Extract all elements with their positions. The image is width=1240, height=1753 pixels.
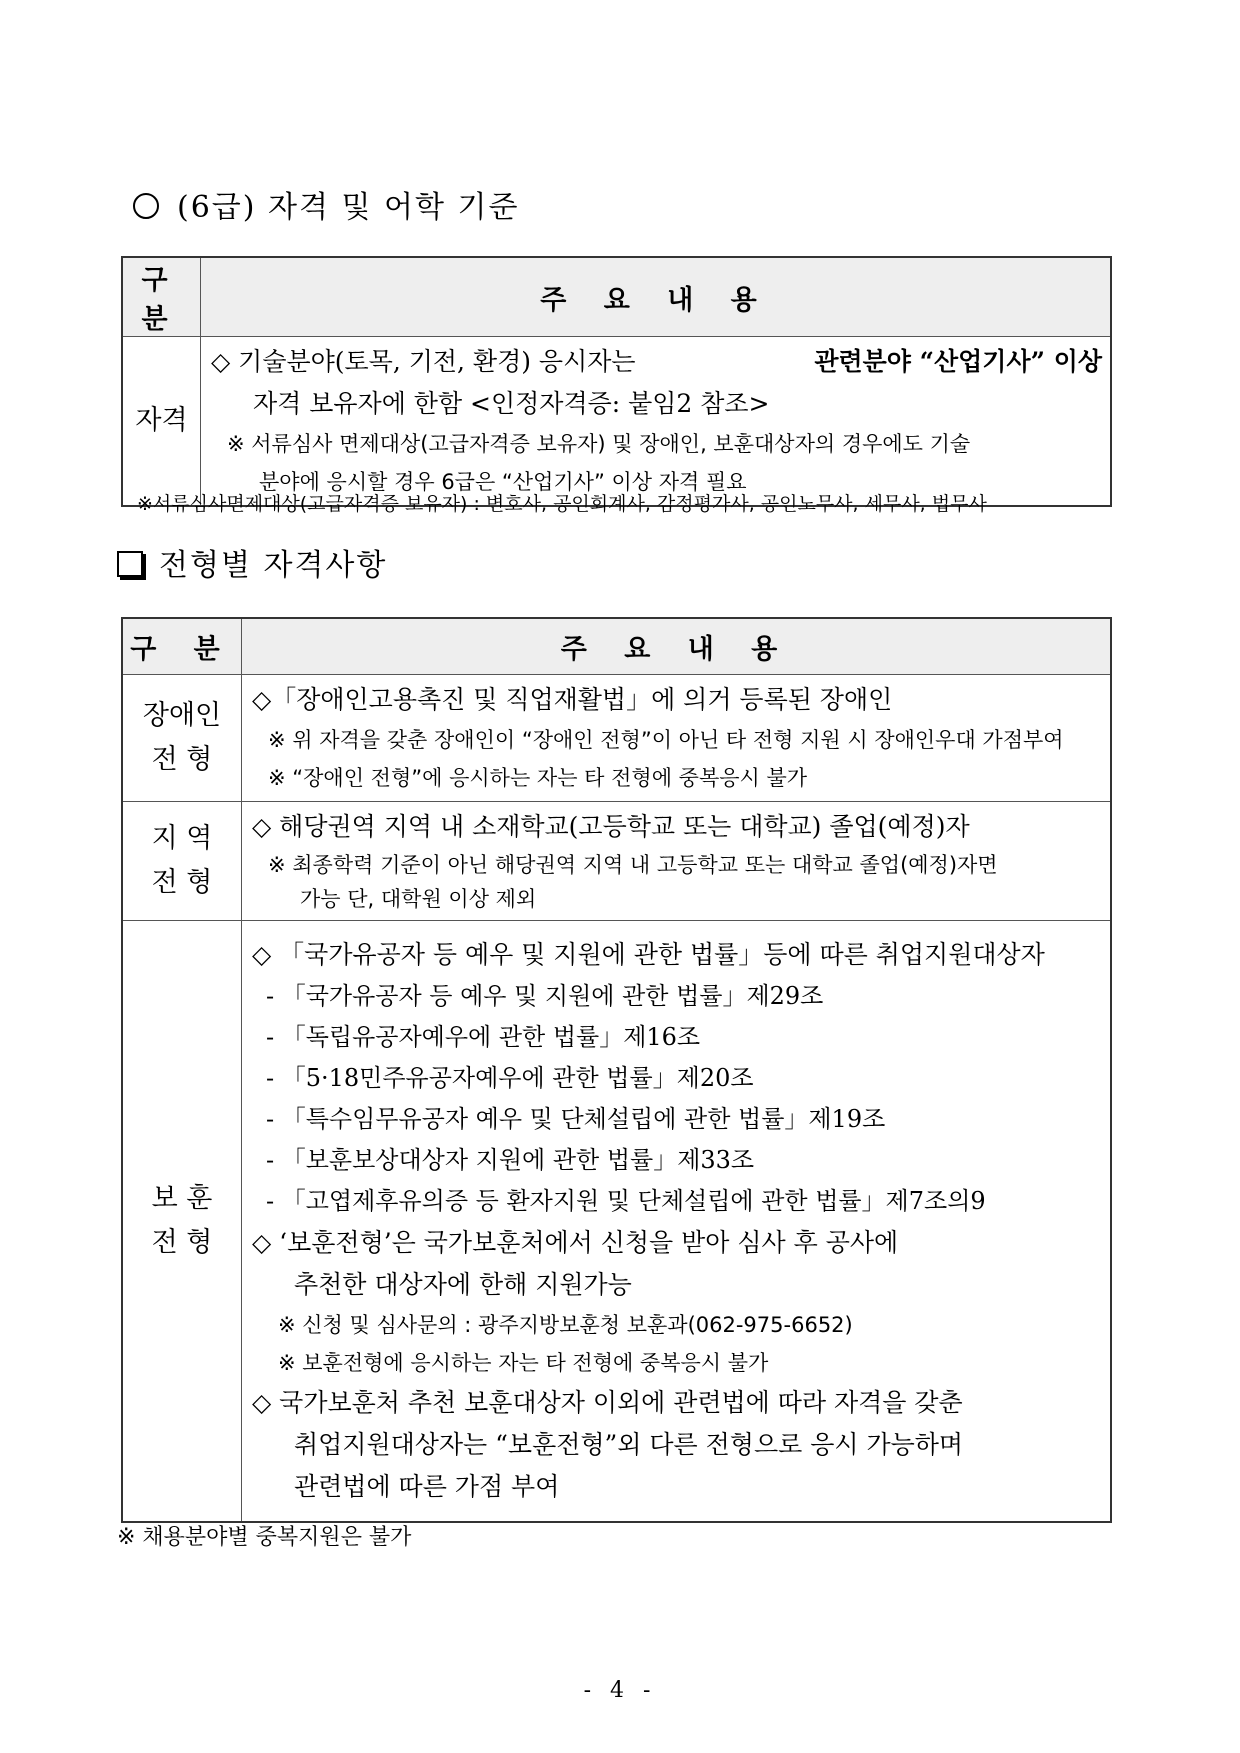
veterans-para-3b: 취업지원대상자는 “보훈전형”외 다른 전형으로 응시 가능하며: [294, 1430, 964, 1459]
regional-note-2: 가능 단, 대학원 이상 제외: [300, 887, 537, 911]
veterans-note-1: ※ 신청 및 심사문의 : 광주지방보훈청 보훈과(062-975-6652): [278, 1313, 853, 1337]
veterans-para-2a: ◇ ‘보훈전형’은 국가보훈처에서 신청을 받아 심사 후 공사에: [252, 1228, 899, 1257]
qualification-table: [121, 256, 1112, 507]
qualification-line-2: 자격 보유자에 한함 <인정자격증: 붙임2 참조>: [253, 389, 770, 418]
header-category: 구 분: [122, 618, 242, 675]
disabled-note-2: ※ “장애인 전형”에 응시하는 자는 타 전형에 중복응시 불가: [268, 766, 808, 790]
duplicate-application-note: ※ 채용분야별 중복지원은 불가: [117, 1525, 412, 1550]
veterans-para-2b: 추천한 대상자에 한해 지원가능: [294, 1270, 632, 1299]
law-item: - 「고엽제후유의증 등 환자지원 및 단체설립에 관한 법률」제7조의9: [266, 1187, 986, 1215]
qualification-note-1: ※ 서류심사 면제대상(고급자격증 보유자) 및 장애인, 보훈대상자의 경우에도 기술: [227, 432, 971, 456]
selection-type-table: [121, 617, 1112, 1523]
section-title-selection: 전형별 자격사항: [117, 540, 387, 584]
law-item: - 「독립유공자예우에 관한 법률」제16조: [266, 1023, 701, 1051]
circle-bullet-icon: [133, 193, 159, 219]
qualification-content: [201, 337, 1112, 507]
law-item: - 「특수임무유공자 예우 및 단체설립에 관한 법률」제19조: [266, 1105, 886, 1133]
row-label-regional: 지 역 전 형: [122, 802, 242, 921]
qualification-note-2: 분야에 응시할 경우 6급은 “산업기사” 이상 자격 필요: [259, 470, 747, 494]
regional-line-1: ◇ 해당권역 지역 내 소재학교(고등학교 또는 대학교) 졸업(예정)자: [252, 812, 970, 841]
header-category: 구 분: [122, 257, 201, 337]
header-content: 주 요 내 용: [242, 618, 1112, 675]
veterans-para-3c: 관련법에 따른 가점 부여: [294, 1472, 560, 1501]
qualification-line-1: ◇ 기술분야(토목, 기전, 환경) 응시자는 관련분야 “산업기사” 이상: [211, 347, 1102, 376]
regional-content: [242, 802, 1112, 921]
page-number: - 4 -: [583, 1678, 657, 1703]
header-content: 주 요 내 용: [201, 257, 1112, 337]
disabled-content: [242, 675, 1112, 802]
regional-note-1: ※ 최종학력 기준이 아닌 해당권역 지역 내 고등학교 또는 대학교 졸업(예정)자면: [268, 853, 998, 877]
exemption-footnote: ※서류심사면제대상(고급자격증 보유자) : 변호사, 공인회계사, 감정평가사, 공인노무사, 세무사, 법무사: [137, 493, 987, 515]
row-label-qualification: 자격: [122, 337, 201, 507]
veterans-line-1: ◇ 「국가유공자 등 예우 및 지원에 관한 법률」등에 따른 취업지원대상자: [252, 940, 1045, 969]
disabled-line-1: ◇「장애인고용촉진 및 직업재활법」에 의거 등록된 장애인: [252, 685, 893, 714]
disabled-note-1: ※ 위 자격을 갖춘 장애인이 “장애인 전형”이 아닌 타 전형 지원 시 장애인우대 가점부여: [268, 728, 1064, 752]
law-item: - 「국가유공자 등 예우 및 지원에 관한 법률」제29조: [266, 982, 824, 1010]
law-item: - 「5·18민주유공자예우에 관한 법률」제20조: [266, 1064, 754, 1092]
veterans-para-3a: ◇ 국가보훈처 추천 보훈대상자 이외에 관련법에 따라 자격을 갖춘: [252, 1388, 963, 1417]
checkbox-bullet-icon: [117, 551, 143, 577]
veterans-note-2: ※ 보훈전형에 응시하는 자는 타 전형에 중복응시 불가: [278, 1351, 769, 1375]
row-label-veterans: 보 훈 전 형: [122, 921, 242, 1523]
law-item: - 「보훈보상대상자 지원에 관한 법률」제33조: [266, 1146, 755, 1174]
section-title-grade6: (6급) 자격 및 어학 기준: [133, 182, 519, 226]
veterans-content: [242, 921, 1112, 1523]
row-label-disabled: 장애인 전 형: [122, 675, 242, 802]
